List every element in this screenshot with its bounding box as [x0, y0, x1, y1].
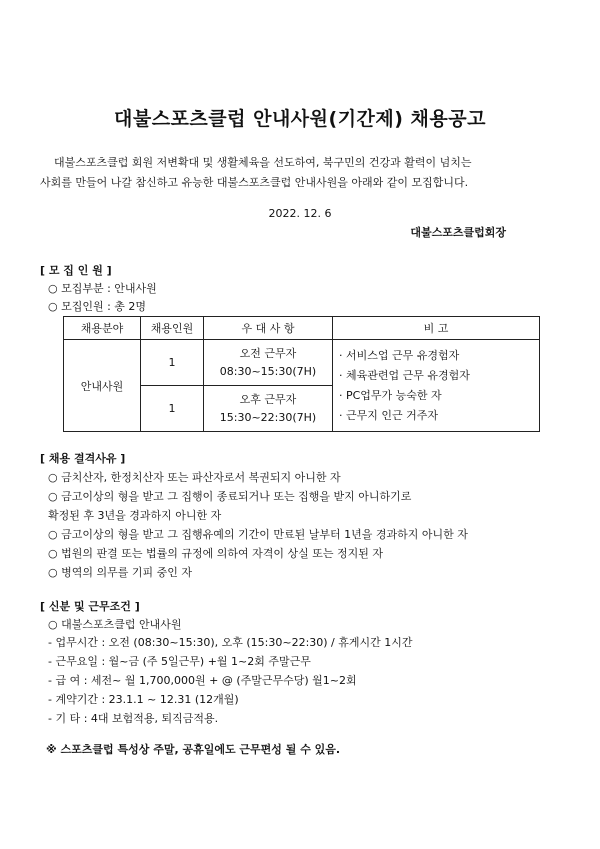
shift-hours: 15:30~22:30(7H) [219, 410, 317, 424]
conditions-item: ○ 대불스포츠클럽 안내사원 [48, 618, 182, 631]
footnote: ※ 스포츠클럽 특성상 주말, 공휴일에도 근무편성 될 수 있음. [46, 743, 341, 756]
recruitment-item: ○ 모집인원 : 총 2명 [48, 300, 147, 313]
disqualification-item: ○ 병역의 의무를 기피 중인 자 [48, 566, 192, 579]
remark-item: · PC업무가 능숙한 자 [339, 388, 442, 402]
signature: 대불스포츠클럽회장 [410, 226, 506, 239]
conditions-item: - 업무시간 : 오전 (08:30~15:30), 오후 (15:30~22:30) / 휴게시간 1시간 [48, 636, 413, 649]
disqualification-item: 확정된 후 3년을 경과하지 아니한 자 [48, 509, 222, 522]
conditions-item: - 기 타 : 4대 보험적용, 퇴직금적용. [48, 712, 219, 725]
recruitment-heading: [ 모 집 인 원 ] [40, 264, 112, 277]
table-cell-count: 1 [141, 386, 204, 432]
shift-label: 오후 근무자 [239, 392, 297, 406]
table-header: 채용분야 [64, 317, 141, 340]
conditions-heading: [ 신분 및 근무조건 ] [40, 600, 140, 613]
disqualification-item: ○ 금고이상의 형을 받고 그 집행이 종료되거나 또는 집행을 받지 아니하기로 [48, 490, 412, 503]
table-cell-shift [204, 386, 333, 432]
document-title: 대불스포츠클럽 안내사원(기간제) 채용공고 [114, 108, 486, 130]
conditions-item: - 근무요일 : 월~금 (주 5일근무) +월 1~2회 주말근무 [48, 655, 311, 668]
table-header-row [64, 317, 540, 340]
remark-item: · 체육관련업 근무 유경험자 [339, 368, 470, 382]
conditions-item: - 급 여 : 세전~ 월 1,700,000원 + @ (주말근무수당) 월1~2회 [48, 674, 357, 687]
notice-date: 2022. 12. 6 [268, 207, 332, 220]
intro-line: 사회를 만들어 나갈 참신하고 유능한 대불스포츠클럽 안내사원을 아래와 같이 모집합니다. [40, 176, 469, 189]
table-cell-count: 1 [141, 340, 204, 386]
shift-label: 오전 근무자 [239, 346, 297, 360]
shift-hours: 08:30~15:30(7H) [219, 364, 317, 378]
recruitment-item: ○ 모집부분 : 안내사원 [48, 282, 157, 295]
table-cell-remarks [333, 340, 540, 432]
table-row [64, 340, 540, 386]
recruitment-table [63, 316, 540, 432]
remark-item: · 서비스업 근무 유경험자 [339, 348, 460, 362]
intro-line: 대불스포츠클럽 회원 저변확대 및 생활체육을 선도하여, 북구민의 건강과 활력이 넘치는 [54, 156, 472, 169]
table-cell-field: 안내사원 [64, 340, 141, 432]
disqualification-item: ○ 금치산자, 한정치산자 또는 파산자로서 복권되지 아니한 자 [48, 471, 341, 484]
table-header: 비 고 [333, 317, 540, 340]
table-header: 채용인원 [141, 317, 204, 340]
remark-item: · 근무지 인근 거주자 [339, 408, 438, 422]
disqualification-item: ○ 금고이상의 형을 받고 그 집행유예의 기간이 만료된 날부터 1년을 경과하지 아니한 자 [48, 528, 468, 541]
disqualification-heading: [ 채용 결격사유 ] [40, 452, 126, 465]
intro-paragraph [40, 153, 570, 193]
table-header: 우 대 사 항 [204, 317, 333, 340]
disqualification-item: ○ 법원의 판결 또는 법률의 규정에 의하여 자격이 상실 또는 정지된 자 [48, 547, 383, 560]
conditions-item: - 계약기간 : 23.1.1 ~ 12.31 (12개월) [48, 693, 239, 706]
table-cell-shift [204, 340, 333, 386]
